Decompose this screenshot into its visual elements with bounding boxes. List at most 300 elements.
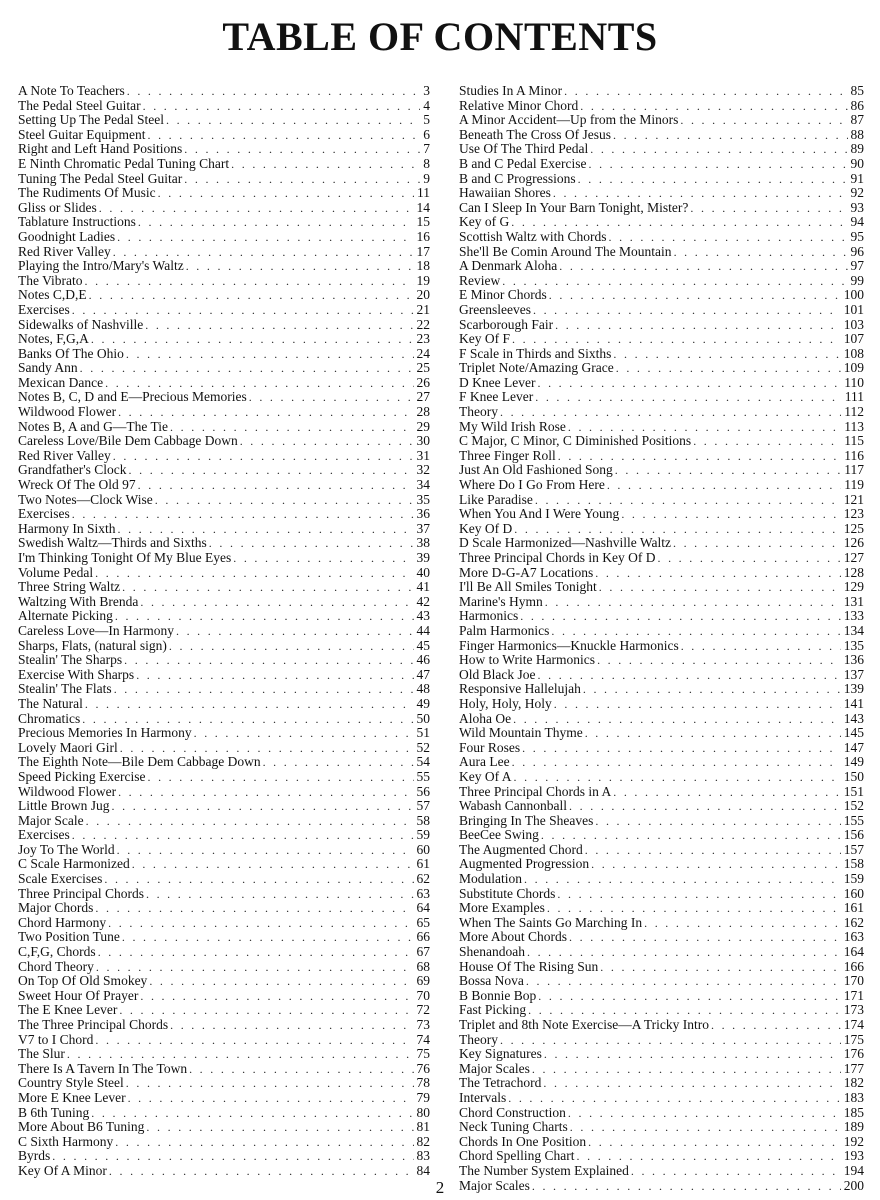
entry-title: Wildwood Flower — [18, 405, 117, 420]
dot-leader — [555, 318, 841, 333]
dot-leader — [588, 1135, 841, 1150]
entry-title: Tuning The Pedal Steel Guitar — [18, 171, 183, 186]
entry-title: Intervals — [459, 1090, 507, 1105]
entry-page-number: 155 — [843, 813, 864, 828]
entry-title: Three String Waltz — [18, 580, 121, 595]
toc-entry — [18, 215, 430, 230]
dot-leader — [500, 1033, 841, 1048]
entry-title: Chords In One Position — [459, 1134, 587, 1149]
entry-page-number: 177 — [843, 1061, 864, 1076]
entry-title: Joy To The World — [18, 842, 115, 857]
entry-page-number: 47 — [416, 667, 430, 682]
entry-page-number: 193 — [843, 1149, 864, 1164]
entry-title: Finger Harmonics—Knuckle Harmonics — [459, 638, 679, 653]
dot-leader — [143, 99, 421, 114]
dot-leader — [559, 259, 847, 274]
toc-entry — [459, 872, 864, 887]
toc-entry — [18, 770, 430, 785]
entry-title: There Is A Tavern In The Town — [18, 1061, 188, 1076]
toc-entry — [18, 522, 430, 537]
dot-leader — [85, 274, 414, 289]
dot-leader — [551, 624, 840, 639]
toc-entry — [18, 697, 430, 712]
entry-page-number: 126 — [843, 536, 864, 551]
entry-page-number: 18 — [416, 259, 430, 274]
toc-entry — [18, 755, 430, 770]
entry-page-number: 45 — [416, 638, 430, 653]
toc-entry — [18, 332, 430, 347]
toc-entry — [459, 1033, 864, 1048]
toc-entry — [18, 449, 430, 464]
toc-entry — [459, 274, 864, 289]
dot-leader — [578, 172, 848, 187]
entry-page-number: 92 — [850, 186, 864, 201]
dot-leader — [120, 741, 414, 756]
entry-title: B 6th Tuning — [18, 1105, 90, 1120]
dot-leader — [511, 215, 847, 230]
entry-title: Lovely Maori Girl — [18, 740, 118, 755]
dot-leader — [543, 1076, 840, 1091]
entry-page-number: 52 — [416, 740, 430, 755]
toc-entry — [18, 186, 430, 201]
dot-leader — [138, 215, 414, 230]
dot-leader — [526, 974, 841, 989]
dot-leader — [146, 887, 414, 902]
toc-entry — [459, 624, 864, 639]
entry-page-number: 31 — [416, 448, 430, 463]
toc-entry — [459, 755, 864, 770]
entry-page-number: 17 — [416, 244, 430, 259]
entry-page-number: 75 — [416, 1047, 430, 1062]
entry-title: Wild Mountain Thyme — [459, 726, 583, 741]
entry-title: Three Principal Chords — [18, 886, 144, 901]
dot-leader — [186, 259, 414, 274]
entry-page-number: 159 — [843, 872, 864, 887]
dot-leader — [693, 434, 841, 449]
dot-leader — [122, 580, 413, 595]
entry-page-number: 175 — [843, 1032, 864, 1047]
toc-entry — [18, 478, 430, 493]
dot-leader — [588, 157, 847, 172]
entry-page-number: 78 — [416, 1076, 430, 1091]
toc-entry — [459, 347, 864, 362]
dot-leader — [113, 449, 414, 464]
dot-leader — [631, 1164, 841, 1179]
entry-page-number: 59 — [416, 828, 430, 843]
toc-entry — [459, 960, 864, 975]
entry-page-number: 81 — [416, 1120, 430, 1135]
dot-leader — [615, 463, 841, 478]
toc-entry — [459, 230, 864, 245]
toc-entry — [459, 566, 864, 581]
entry-page-number: 23 — [416, 332, 430, 347]
toc-entry — [18, 84, 430, 99]
dot-leader — [155, 493, 414, 508]
entry-title: Wildwood Flower — [18, 784, 117, 799]
dot-leader — [577, 1149, 841, 1164]
entry-page-number: 136 — [843, 653, 864, 668]
dot-leader — [149, 974, 413, 989]
toc-entry — [18, 361, 430, 376]
dot-leader — [52, 1149, 413, 1164]
entry-page-number: 133 — [843, 609, 864, 624]
entry-page-number: 43 — [416, 609, 430, 624]
dot-leader — [595, 566, 841, 581]
entry-title: Scarborough Fair — [459, 317, 554, 332]
entry-title: Wreck Of The Old 97 — [18, 478, 136, 493]
toc-entry — [459, 99, 864, 114]
dot-leader — [609, 230, 848, 245]
entry-page-number: 54 — [416, 755, 430, 770]
dot-leader — [564, 84, 847, 99]
toc-entry — [18, 799, 430, 814]
toc-entry — [18, 712, 430, 727]
entry-title: Swedish Waltz—Thirds and Sixths — [18, 536, 207, 551]
entry-title: Substitute Chords — [459, 886, 556, 901]
entry-title: The Augmented Chord — [459, 842, 583, 857]
dot-leader — [140, 595, 413, 610]
entry-title: How to Write Harmonics — [459, 653, 596, 668]
dot-leader — [553, 186, 848, 201]
toc-entry — [18, 245, 430, 260]
entry-page-number: 51 — [416, 726, 430, 741]
dot-leader — [126, 1076, 414, 1091]
dot-leader — [189, 1062, 413, 1077]
entry-page-number: 11 — [417, 186, 430, 201]
dot-leader — [231, 157, 420, 172]
entry-page-number: 14 — [416, 200, 430, 215]
dot-leader — [657, 551, 840, 566]
toc-entry — [459, 1135, 864, 1150]
dot-leader — [184, 142, 420, 157]
entry-page-number: 37 — [416, 521, 430, 536]
entry-title: More D-G-A7 Locations — [459, 565, 594, 580]
entry-page-number: 38 — [416, 536, 430, 551]
toc-entry — [18, 1018, 430, 1033]
dot-leader — [549, 288, 841, 303]
dot-leader — [502, 274, 847, 289]
entry-page-number: 164 — [843, 945, 864, 960]
entry-page-number: 57 — [416, 799, 430, 814]
entry-title: Wabash Cannonball — [459, 799, 568, 814]
dot-leader — [568, 420, 841, 435]
toc-entry — [18, 259, 430, 274]
entry-page-number: 5 — [423, 113, 430, 128]
toc-entry — [459, 113, 864, 128]
entry-title: F Knee Lever — [459, 390, 534, 405]
entry-title: The E Knee Lever — [18, 1003, 118, 1018]
toc-entry — [18, 960, 430, 975]
entry-title: A Minor Accident—Up from the Minors — [459, 113, 679, 128]
toc-entry — [459, 332, 864, 347]
toc-entry — [459, 259, 864, 274]
entry-page-number: 73 — [416, 1018, 430, 1032]
toc-entry — [459, 1062, 864, 1077]
entry-page-number: 82 — [416, 1134, 430, 1149]
dot-leader — [585, 726, 841, 741]
toc-entry — [18, 1106, 430, 1121]
entry-title: More About B6 Tuning — [18, 1120, 145, 1135]
toc-entry — [459, 157, 864, 172]
toc-entry — [459, 785, 864, 800]
dot-leader — [535, 390, 842, 405]
entry-title: Scale Exercises — [18, 872, 103, 887]
entry-title: Just An Old Fashioned Song — [459, 463, 613, 478]
toc-entry — [18, 142, 430, 157]
entry-title: Where Do I Go From Here — [459, 478, 605, 493]
entry-page-number: 3 — [423, 84, 430, 98]
entry-title: D Scale Harmonized—Nashville Waltz — [459, 536, 671, 551]
entry-page-number: 94 — [850, 215, 864, 230]
dot-leader — [554, 697, 841, 712]
dot-leader — [538, 989, 840, 1004]
entry-title: Triplet and 8th Note Exercise—A Tricky Intro — [459, 1018, 709, 1032]
entry-title: V7 to I Chord — [18, 1032, 94, 1047]
dot-leader — [240, 434, 414, 449]
toc-right-column — [459, 84, 864, 1193]
dot-leader — [711, 1018, 841, 1033]
toc-entry — [18, 303, 430, 318]
entry-page-number: 49 — [416, 696, 430, 711]
entry-title: I'm Thinking Tonight Of My Blue Eyes — [18, 551, 232, 565]
dot-leader — [82, 712, 413, 727]
toc-entry — [459, 1018, 864, 1033]
dot-leader — [118, 522, 414, 537]
toc-entry — [459, 463, 864, 478]
entry-page-number: 60 — [416, 842, 430, 857]
entry-page-number: 97 — [850, 259, 864, 274]
entry-page-number: 152 — [843, 799, 864, 814]
toc-entry — [18, 1149, 430, 1164]
entry-title: Can I Sleep In Your Barn Tonight, Mister? — [459, 200, 689, 215]
entry-page-number: 80 — [416, 1105, 430, 1120]
toc-entry — [459, 828, 864, 843]
dot-leader — [169, 639, 414, 654]
entry-page-number: 55 — [416, 769, 430, 784]
entry-title: The Three Principal Chords — [18, 1018, 169, 1032]
entry-title: Setting Up The Pedal Steel — [18, 113, 164, 128]
entry-page-number: 26 — [416, 375, 430, 390]
entry-page-number: 145 — [843, 726, 864, 741]
entry-title: Chromatics — [18, 711, 81, 726]
entry-page-number: 143 — [843, 711, 864, 726]
entry-title: The Pedal Steel Guitar — [18, 98, 141, 113]
entry-title: Marine's Hymn — [459, 594, 543, 609]
entry-title: Right and Left Hand Positions — [18, 142, 183, 157]
toc-entry — [459, 507, 864, 522]
toc-entry — [459, 84, 864, 99]
entry-page-number: 149 — [843, 755, 864, 770]
entry-page-number: 58 — [416, 813, 430, 828]
toc-entry — [18, 857, 430, 872]
entry-page-number: 117 — [844, 463, 864, 478]
dot-leader — [600, 960, 840, 975]
dot-leader — [118, 785, 413, 800]
entry-title: The Vibrato — [18, 273, 83, 288]
toc-entry — [459, 843, 864, 858]
entry-title: D Knee Lever — [459, 375, 536, 390]
entry-page-number: 16 — [416, 229, 430, 244]
toc-entry — [459, 989, 864, 1004]
entry-page-number: 163 — [843, 930, 864, 945]
toc-entry — [18, 668, 430, 683]
entry-page-number: 9 — [423, 171, 430, 186]
dot-leader — [129, 463, 414, 478]
entry-title: Mexican Dance — [18, 375, 104, 390]
toc-entry — [18, 1164, 430, 1179]
entry-title: Notes B, C, D and E—Precious Memories — [18, 390, 247, 405]
dot-leader — [127, 84, 421, 99]
entry-page-number: 36 — [416, 507, 430, 522]
entry-title: When The Saints Go Marching In — [459, 915, 643, 930]
dot-leader — [545, 595, 841, 610]
dot-leader — [109, 1164, 414, 1179]
entry-page-number: 79 — [416, 1090, 430, 1105]
entry-title: E Ninth Chromatic Pedal Tuning Chart — [18, 156, 230, 171]
entry-title: B and C Pedal Exercise — [459, 156, 587, 171]
entry-title: Key Signatures — [459, 1047, 542, 1062]
entry-title: Sharps, Flats, (natural sign) — [18, 638, 167, 653]
toc-entry — [459, 901, 864, 916]
toc-entry — [18, 887, 430, 902]
dot-leader — [166, 113, 420, 128]
page-number: 2 — [435, 1178, 445, 1197]
entry-page-number: 192 — [843, 1134, 864, 1149]
entry-title: Notes B, A and G—The Tie — [18, 419, 169, 434]
entry-title: Careless Love/Bile Dem Cabbage Down — [18, 434, 238, 449]
entry-page-number: 88 — [850, 127, 864, 142]
entry-title: Augmented Progression — [459, 857, 590, 872]
toc-entry — [18, 609, 430, 624]
toc-entry — [18, 580, 430, 595]
toc-entry — [459, 1164, 864, 1179]
entry-title: Theory — [459, 1032, 498, 1047]
entry-title: Two Notes—Clock Wise — [18, 492, 153, 507]
entry-page-number: 141 — [843, 696, 864, 711]
entry-title: Shenandoah — [459, 945, 525, 960]
toc-entry — [459, 493, 864, 508]
entry-title: Greensleeves — [459, 302, 531, 317]
entry-page-number: 137 — [843, 667, 864, 682]
entry-page-number: 96 — [850, 244, 864, 259]
toc-entry — [18, 128, 430, 143]
entry-page-number: 56 — [416, 784, 430, 799]
entry-title: Gliss or Slides — [18, 200, 97, 215]
entry-page-number: 50 — [416, 711, 430, 726]
entry-page-number: 93 — [850, 200, 864, 215]
toc-entry — [459, 405, 864, 420]
entry-title: C Major, C Minor, C Diminished Positions — [459, 434, 692, 449]
dot-leader — [524, 872, 841, 887]
entry-title: Bossa Nova — [459, 974, 524, 989]
toc-entry — [459, 1106, 864, 1121]
toc-entry — [18, 989, 430, 1004]
dot-leader — [117, 230, 413, 245]
toc-entry — [18, 566, 430, 581]
entry-page-number: 125 — [843, 521, 864, 536]
entry-title: Goodnight Ladies — [18, 229, 116, 244]
dot-leader — [112, 799, 414, 814]
entry-page-number: 69 — [416, 974, 430, 989]
dot-leader — [119, 1003, 413, 1018]
dot-leader — [569, 799, 841, 814]
entry-page-number: 151 — [843, 784, 864, 799]
entry-title: Key Of A Minor — [18, 1163, 107, 1178]
toc-entry — [18, 1135, 430, 1150]
entry-page-number: 29 — [416, 419, 430, 434]
toc-entry — [18, 1120, 430, 1135]
entry-title: Use Of The Third Pedal — [459, 142, 589, 157]
page-title: TABLE OF CONTENTS — [222, 14, 658, 59]
dot-leader — [145, 318, 413, 333]
toc-entry — [18, 376, 430, 391]
entry-page-number: 182 — [843, 1076, 864, 1091]
toc-entry — [459, 449, 864, 464]
entry-page-number: 115 — [844, 434, 864, 449]
dot-leader — [514, 770, 841, 785]
entry-page-number: 67 — [416, 945, 430, 960]
entry-title: Aura Lee — [459, 755, 510, 770]
toc-entry — [459, 172, 864, 187]
entry-title: Alternate Picking — [18, 609, 113, 624]
entry-page-number: 112 — [844, 405, 864, 420]
entry-title: Grandfather's Clock — [18, 463, 127, 478]
toc-entry — [18, 653, 430, 668]
entry-title: C Sixth Harmony — [18, 1134, 114, 1149]
toc-entry — [18, 872, 430, 887]
toc-entry — [18, 390, 430, 405]
entry-title: The Rudiments Of Music — [18, 186, 156, 201]
entry-page-number: 121 — [843, 492, 864, 507]
entry-title: Responsive Hallelujah — [459, 682, 581, 697]
dot-leader — [115, 1135, 413, 1150]
entry-title: Volume Pedal — [18, 565, 94, 580]
entry-page-number: 150 — [843, 769, 864, 784]
dot-leader — [138, 478, 414, 493]
entry-title: Careless Love—In Harmony — [18, 623, 174, 638]
dot-leader — [115, 609, 414, 624]
entry-page-number: 147 — [843, 740, 864, 755]
dot-leader — [263, 755, 414, 770]
dot-leader — [85, 697, 414, 712]
dot-leader — [538, 668, 841, 683]
dot-leader — [541, 828, 841, 843]
entry-title: Three Principal Chords in A — [459, 784, 612, 799]
dot-leader — [176, 624, 414, 639]
dot-leader — [91, 332, 414, 347]
dot-leader — [91, 1106, 413, 1121]
dot-leader — [569, 930, 841, 945]
toc-entry — [459, 390, 864, 405]
entry-title: Relative Minor Chord — [459, 98, 579, 113]
entry-title: B and C Progressions — [459, 171, 576, 186]
entry-title: Notes, F,G,A — [18, 332, 89, 347]
toc-left-column — [18, 84, 430, 1179]
entry-title: C,F,G, Chords — [18, 945, 96, 960]
toc-entry — [18, 1003, 430, 1018]
entry-title: F Scale in Thirds and Sixths — [459, 346, 612, 361]
entry-page-number: 174 — [843, 1018, 864, 1032]
entry-page-number: 27 — [416, 390, 430, 405]
toc-entry — [459, 682, 864, 697]
entry-page-number: 76 — [416, 1061, 430, 1076]
entry-page-number: 189 — [843, 1120, 864, 1135]
dot-leader — [113, 245, 414, 260]
entry-title: Notes C,D,E — [18, 288, 87, 303]
entry-title: Speed Picking Exercise — [18, 769, 146, 784]
toc-entry — [18, 172, 430, 187]
dot-leader — [108, 916, 413, 931]
